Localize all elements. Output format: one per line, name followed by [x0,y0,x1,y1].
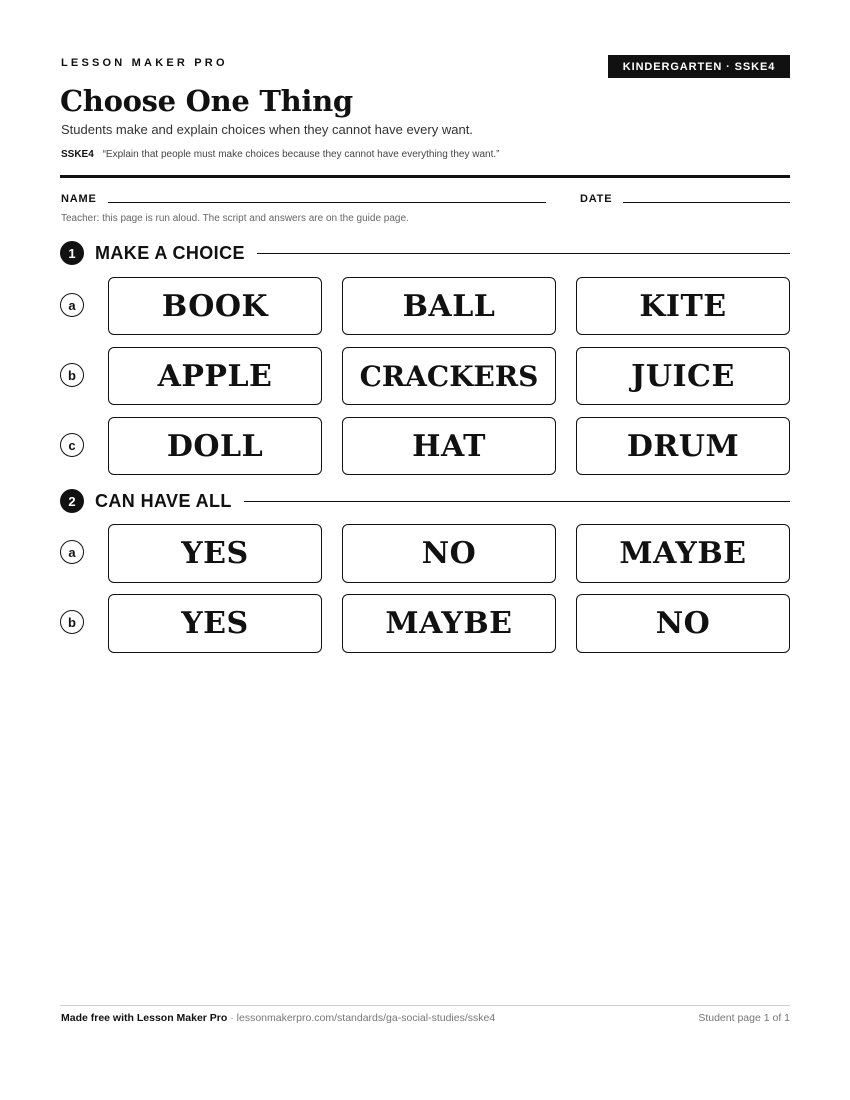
choice-box[interactable]: BOOK [108,277,322,335]
page-subtitle: Students make and explain choices when they cannot have every want. [61,122,473,137]
footer-page-label: Student page 1 of 1 [698,1012,790,1024]
choice-box[interactable]: YES [108,594,322,653]
row-letter-badge: b [60,363,84,387]
standard-code: SSKE4 [61,149,94,160]
choice-box[interactable]: JUICE [576,347,790,405]
date-field-line[interactable] [623,202,790,203]
row-letter-badge: a [60,293,84,317]
choice-box[interactable]: NO [342,524,556,583]
question-row [60,524,790,584]
footer-credit [61,1012,495,1024]
footer-divider [60,1005,790,1006]
choice-box[interactable]: DOLL [108,417,322,475]
header-divider [60,175,790,178]
question-row [60,417,790,477]
section-title: CAN HAVE ALL [95,490,232,511]
section-2-header [60,489,790,513]
choice-box[interactable]: YES [108,524,322,583]
row-letter-badge: a [60,540,84,564]
section-divider [257,253,790,254]
question-row [60,347,790,407]
footer-url[interactable]: lessonmakerpro.com/standards/ga-social-studies/sske4 [236,1012,496,1024]
page-title: Choose One Thing [60,84,353,118]
section-title: MAKE A CHOICE [95,242,245,263]
brand-name: LESSON MAKER PRO [61,57,228,69]
section-divider [244,501,790,502]
choice-box[interactable]: HAT [342,417,556,475]
choice-box[interactable]: MAYBE [576,524,790,583]
standard-statement [61,149,499,160]
teacher-note: Teacher: this page is run aloud. The script and answers are on the guide page. [61,213,409,224]
footer-separator: · [230,1012,234,1024]
question-row [60,594,790,654]
standard-text: “Explain that people must make choices because they cannot have everything they want.” [102,149,500,160]
choice-box[interactable]: KITE [576,277,790,335]
row-letter-badge: b [60,610,84,634]
date-label: DATE [580,193,613,205]
row-letter-badge: c [60,433,84,457]
grade-standard-badge: KINDERGARTEN · SSKE4 [608,55,790,78]
name-label: NAME [61,193,97,205]
choice-box[interactable]: DRUM [576,417,790,475]
choice-box[interactable]: MAYBE [342,594,556,653]
choice-box[interactable]: APPLE [108,347,322,405]
name-field-line[interactable] [108,202,546,203]
section-number-badge: 2 [60,489,84,513]
section-number-badge: 1 [60,241,84,265]
section-1-header [60,241,790,265]
choice-box[interactable]: BALL [342,277,556,335]
question-row [60,277,790,337]
choice-box[interactable]: CRACKERS [342,347,556,405]
footer-made-with: Made free with Lesson Maker Pro [61,1012,228,1024]
choice-box[interactable]: NO [576,594,790,653]
